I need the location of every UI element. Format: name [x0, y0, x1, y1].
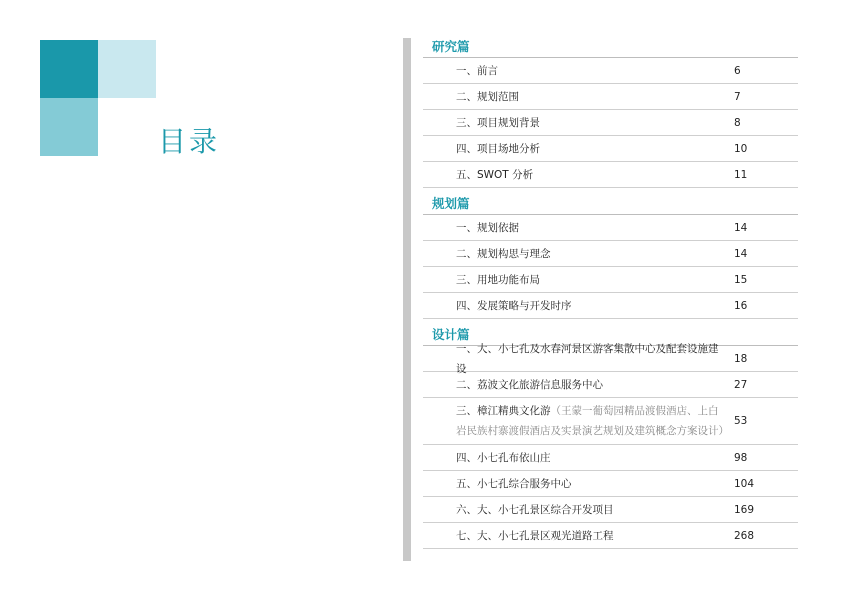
- toc-label: 七、大、小七孔景区观光道路工程: [456, 529, 614, 542]
- toc-label: 一、前言: [456, 64, 498, 77]
- toc-row[interactable]: [423, 372, 798, 398]
- toc-page: 7: [734, 90, 741, 103]
- toc-page: 104: [734, 477, 755, 490]
- toc-row[interactable]: [423, 342, 798, 375]
- toc-row[interactable]: [423, 241, 798, 267]
- toc-row[interactable]: [423, 398, 798, 445]
- toc-label: 二、规划构思与理念: [456, 247, 551, 260]
- decor-block-dark: [40, 40, 98, 98]
- toc-label: 五、小七孔综合服务中心: [456, 477, 572, 490]
- toc-label: 二、荔波文化旅游信息服务中心: [456, 378, 603, 391]
- toc-page: 11: [734, 168, 748, 181]
- toc-label: 三、用地功能布局: [456, 273, 540, 286]
- toc-row[interactable]: [423, 84, 798, 110]
- toc-label: 四、发展策略与开发时序: [456, 299, 572, 312]
- toc-label: 四、项目场地分析: [456, 142, 540, 155]
- toc-label-sub: （王蒙一葡萄园精品渡假酒店、上白岩民族村寨渡假酒店及实景演艺规划及建筑概念方案设计）: [456, 405, 729, 437]
- page-title: 目录: [158, 125, 221, 158]
- toc-row[interactable]: [423, 136, 798, 162]
- toc-row[interactable]: [423, 471, 798, 497]
- toc-page: 16: [734, 299, 748, 312]
- toc-label: 二、规划范围: [456, 90, 519, 103]
- toc-row[interactable]: [423, 267, 798, 293]
- toc-page: 15: [734, 273, 748, 286]
- toc-row[interactable]: [423, 215, 798, 241]
- table-of-contents: [423, 36, 798, 549]
- section-heading-planning: 规划篇: [423, 193, 798, 215]
- toc-row[interactable]: [423, 497, 798, 523]
- toc-page: 27: [734, 378, 748, 391]
- toc-row[interactable]: [423, 523, 798, 549]
- toc-label: 六、大、小七孔景区综合开发项目: [456, 503, 614, 516]
- toc-row[interactable]: [423, 293, 798, 319]
- toc-page: 10: [734, 142, 748, 155]
- toc-page: 14: [734, 221, 748, 234]
- decor-block-mid: [40, 98, 98, 156]
- toc-label: 一、大、小七孔及水春河景区游客集散中心及配套设施建设: [456, 342, 719, 375]
- toc-page: 14: [734, 247, 748, 260]
- toc-label: 四、小七孔布依山庄: [456, 451, 551, 464]
- toc-label-main: 三、樟江精典文化游: [456, 405, 551, 417]
- toc-page: 268: [734, 529, 755, 542]
- toc-label: [423, 401, 728, 441]
- toc-label: 三、项目规划背景: [456, 116, 540, 129]
- toc-page: 98: [734, 451, 748, 464]
- toc-page: 18: [734, 352, 748, 365]
- section-heading-research: 研究篇: [423, 36, 798, 58]
- toc-row[interactable]: [423, 162, 798, 188]
- toc-row[interactable]: [423, 110, 798, 136]
- toc-row[interactable]: [423, 445, 798, 471]
- section-heading-design: 设计篇: [423, 324, 798, 346]
- toc-label: 一、规划依据: [456, 221, 519, 234]
- divider-bar: [403, 38, 411, 561]
- decor-block-light: [98, 40, 156, 98]
- toc-label: 五、SWOT 分析: [456, 168, 534, 181]
- toc-page: 8: [734, 116, 741, 129]
- toc-page: 6: [734, 64, 741, 77]
- toc-row[interactable]: [423, 58, 798, 84]
- toc-page: 53: [734, 415, 748, 427]
- toc-page: 169: [734, 503, 755, 516]
